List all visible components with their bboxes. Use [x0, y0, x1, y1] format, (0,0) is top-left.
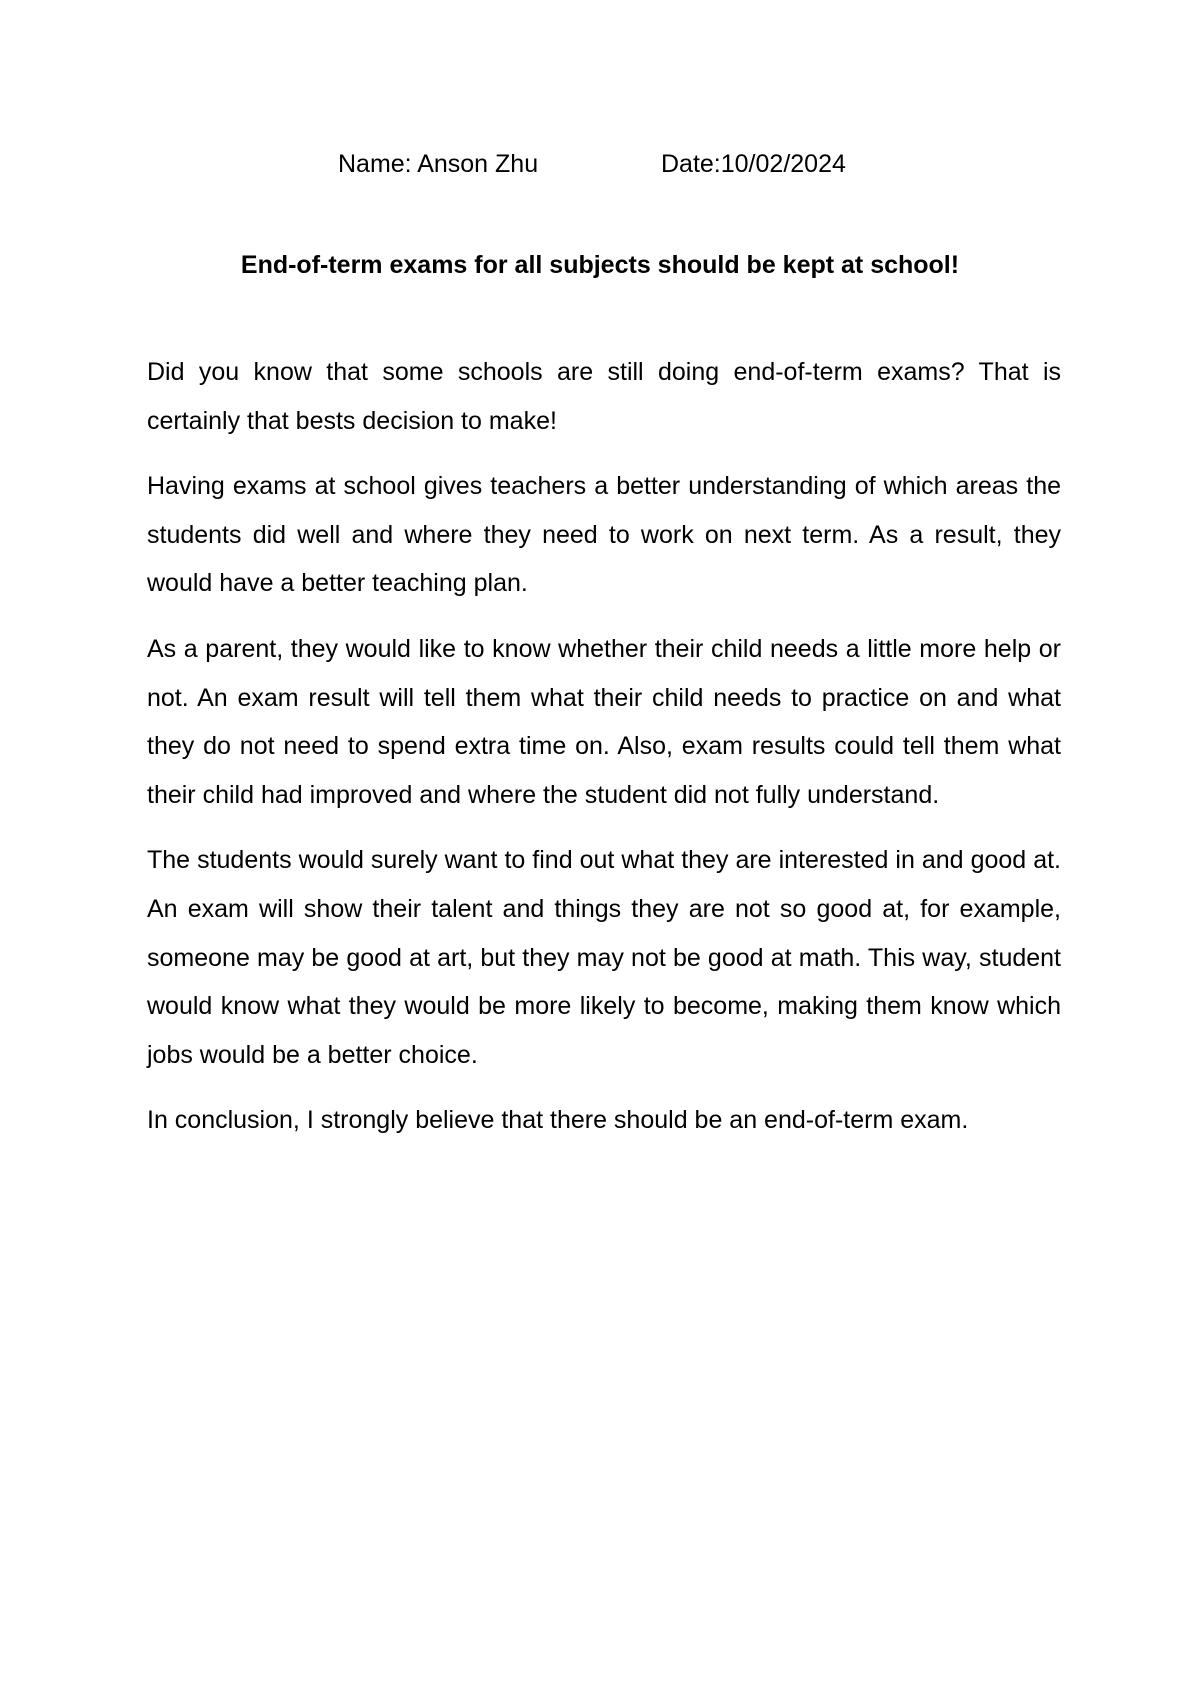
paragraph-1: Did you know that some schools are still doing end-of-term exams? That is certainly that bests decision to make!: [147, 358, 1061, 435]
document-date: Date:10/02/2024: [661, 150, 846, 178]
author-name: Name: Anson Zhu: [338, 150, 539, 178]
paragraph-4: The students would surely want to find out what they are interested in and good at. An exam will show their talent and things they are not so good at, for example, someone may be good at art, but they may not be good at math. This way, student would know what they would be more likely to become, making them know which jobs would be a better choice.: [147, 846, 1061, 1069]
paragraph-3: As a parent, they would like to know whether their child needs a little more help or not. An exam result will tell them what their child needs to practice on and what they do not need to spend extra time on. Also, exam results could tell them what their child had improved and where the student did not fully understand.: [147, 634, 1061, 809]
paragraph-5: In conclusion, I strongly believe that there should be an end-of-term exam.: [147, 1106, 969, 1135]
paragraph-2: Having exams at school gives teachers a better understanding of which areas the students did well and where they need to work on next term. As a result, they would have a better teaching plan.: [147, 472, 1061, 598]
document-header: [0, 147, 1200, 181]
essay-body: [147, 348, 1061, 1162]
essay-title: End-of-term exams for all subjects should be kept at school!: [240, 251, 960, 279]
